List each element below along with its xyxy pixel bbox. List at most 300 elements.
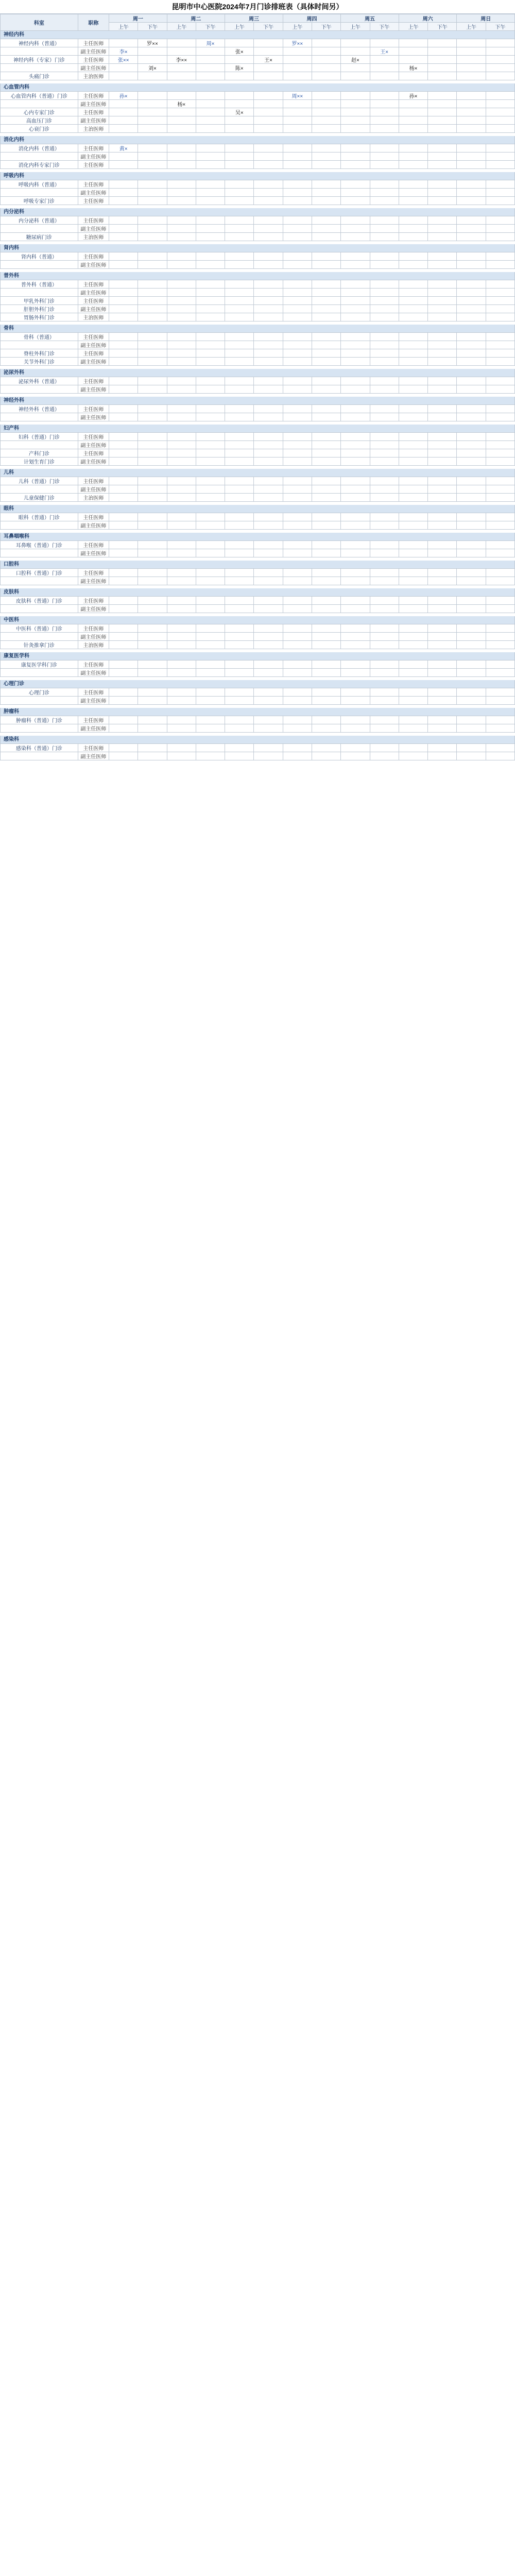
doctor-cell bbox=[225, 358, 254, 366]
doctor-level: 主任医师 bbox=[78, 449, 109, 457]
doctor-cell bbox=[341, 100, 370, 108]
doctor-cell bbox=[283, 125, 312, 133]
department-name: 泌尿外科 bbox=[4, 370, 24, 376]
doctor-cell bbox=[370, 189, 399, 197]
department-header bbox=[0, 397, 515, 404]
doctor-cell bbox=[370, 252, 399, 261]
header-clinic: 科室 bbox=[1, 14, 78, 31]
doctor-cell bbox=[138, 549, 167, 557]
doctor-cell bbox=[283, 297, 312, 305]
doctor-cell bbox=[457, 197, 486, 205]
doctor-cell bbox=[312, 313, 341, 321]
doctor-cell bbox=[196, 56, 225, 64]
doctor-cell bbox=[486, 180, 514, 189]
department-table bbox=[0, 743, 515, 760]
doctor-level: 主任医师 bbox=[78, 477, 109, 485]
doctor-level: 主任医师 bbox=[78, 624, 109, 633]
doctor-cell bbox=[341, 433, 370, 441]
doctor-cell bbox=[399, 152, 427, 161]
doctor-cell bbox=[312, 641, 341, 649]
clinic-name: 感染科（普通）门诊 bbox=[1, 744, 78, 752]
doctor-cell bbox=[341, 633, 370, 641]
doctor-cell bbox=[138, 633, 167, 641]
doctor-cell bbox=[109, 441, 138, 449]
doctor-cell bbox=[138, 385, 167, 394]
doctor-cell bbox=[225, 180, 254, 189]
doctor-cell bbox=[370, 433, 399, 441]
doctor-cell bbox=[341, 313, 370, 321]
doctor-cell bbox=[428, 108, 457, 116]
clinic-name: 耳鼻喉（普通）门诊 bbox=[1, 541, 78, 549]
doctor-cell bbox=[428, 541, 457, 549]
doctor-cell bbox=[399, 47, 427, 56]
doctor-cell bbox=[341, 233, 370, 241]
doctor-cell bbox=[254, 577, 283, 585]
clinic-name bbox=[1, 225, 78, 233]
clinic-name bbox=[1, 577, 78, 585]
doctor-cell bbox=[486, 605, 514, 613]
doctor-level: 主任医师 bbox=[78, 349, 109, 358]
doctor-cell bbox=[138, 513, 167, 521]
table-row bbox=[1, 633, 515, 641]
table-row bbox=[1, 289, 515, 297]
department-header bbox=[0, 680, 515, 688]
doctor-cell bbox=[399, 225, 427, 233]
department-name: 神经外科 bbox=[4, 398, 24, 403]
clinic-name bbox=[1, 724, 78, 733]
doctor-cell bbox=[196, 433, 225, 441]
doctor-cell bbox=[138, 413, 167, 421]
doctor-cell bbox=[225, 669, 254, 677]
doctor-cell bbox=[138, 641, 167, 649]
doctor-cell bbox=[138, 724, 167, 733]
doctor-cell bbox=[428, 597, 457, 605]
doctor-cell bbox=[370, 261, 399, 269]
doctor-cell bbox=[370, 349, 399, 358]
doctor-cell bbox=[283, 305, 312, 313]
department-name: 普外科 bbox=[4, 273, 19, 279]
doctor-cell bbox=[312, 358, 341, 366]
doctor-cell bbox=[225, 633, 254, 641]
doctor-cell bbox=[138, 144, 167, 152]
doctor-cell bbox=[254, 624, 283, 633]
doctor-cell bbox=[399, 100, 427, 108]
doctor-cell bbox=[109, 297, 138, 305]
doctor-cell bbox=[196, 549, 225, 557]
doctor-cell bbox=[312, 724, 341, 733]
doctor-level: 主任医师 bbox=[78, 161, 109, 169]
doctor-cell bbox=[312, 116, 341, 125]
doctor-cell bbox=[428, 433, 457, 441]
doctor-level: 副主任医师 bbox=[78, 341, 109, 349]
doctor-cell bbox=[370, 333, 399, 341]
doctor-cell bbox=[109, 405, 138, 413]
doctor-cell bbox=[138, 669, 167, 677]
doctor-cell bbox=[428, 457, 457, 466]
doctor-cell bbox=[283, 405, 312, 413]
doctor-cell bbox=[457, 56, 486, 64]
doctor-cell bbox=[399, 744, 427, 752]
doctor-cell bbox=[225, 688, 254, 697]
doctor-cell bbox=[399, 405, 427, 413]
doctor-cell bbox=[109, 305, 138, 313]
doctor-cell bbox=[138, 377, 167, 385]
doctor-cell bbox=[109, 457, 138, 466]
doctor-cell bbox=[428, 100, 457, 108]
doctor-cell bbox=[225, 433, 254, 441]
doctor-cell bbox=[399, 605, 427, 613]
doctor-cell bbox=[167, 108, 196, 116]
doctor-cell: 李×× bbox=[167, 56, 196, 64]
doctor-cell bbox=[167, 64, 196, 72]
doctor-cell bbox=[283, 385, 312, 394]
doctor-cell bbox=[341, 716, 370, 724]
clinic-name: 头痛门诊 bbox=[1, 72, 78, 80]
doctor-cell bbox=[254, 72, 283, 80]
doctor-cell bbox=[196, 521, 225, 530]
doctor-cell bbox=[457, 633, 486, 641]
doctor-cell bbox=[341, 624, 370, 633]
doctor-cell bbox=[109, 633, 138, 641]
clinic-name: 肿瘤科（普通）门诊 bbox=[1, 716, 78, 724]
doctor-cell bbox=[312, 289, 341, 297]
doctor-level: 副主任医师 bbox=[78, 605, 109, 613]
doctor-cell bbox=[138, 744, 167, 752]
doctor-cell bbox=[428, 441, 457, 449]
doctor-cell bbox=[457, 441, 486, 449]
clinic-name bbox=[1, 289, 78, 297]
doctor-cell bbox=[109, 100, 138, 108]
doctor-cell bbox=[457, 433, 486, 441]
doctor-cell bbox=[399, 485, 427, 494]
doctor-cell bbox=[138, 624, 167, 633]
doctor-cell bbox=[283, 477, 312, 485]
department-table bbox=[0, 252, 515, 269]
doctor-cell bbox=[457, 485, 486, 494]
doctor-cell bbox=[254, 233, 283, 241]
doctor-cell bbox=[399, 697, 427, 705]
doctor-cell bbox=[457, 724, 486, 733]
doctor-cell bbox=[399, 189, 427, 197]
doctor-cell bbox=[196, 225, 225, 233]
doctor-cell bbox=[399, 144, 427, 152]
doctor-cell bbox=[457, 341, 486, 349]
doctor-cell bbox=[254, 313, 283, 321]
doctor-cell bbox=[341, 225, 370, 233]
doctor-cell bbox=[167, 716, 196, 724]
doctor-cell bbox=[109, 197, 138, 205]
clinic-name: 内分泌科（普通） bbox=[1, 216, 78, 225]
doctor-cell bbox=[196, 92, 225, 100]
clinic-name bbox=[1, 521, 78, 530]
doctor-cell bbox=[225, 333, 254, 341]
table-row bbox=[1, 716, 515, 724]
doctor-cell bbox=[196, 660, 225, 669]
header-half: 上午 bbox=[167, 23, 196, 31]
doctor-cell bbox=[196, 100, 225, 108]
doctor-cell bbox=[399, 341, 427, 349]
doctor-cell bbox=[196, 449, 225, 457]
doctor-level: 主任医师 bbox=[78, 433, 109, 441]
doctor-cell bbox=[196, 349, 225, 358]
doctor-cell bbox=[486, 549, 514, 557]
doctor-cell bbox=[486, 358, 514, 366]
doctor-cell bbox=[486, 189, 514, 197]
doctor-level: 副主任医师 bbox=[78, 64, 109, 72]
doctor-cell bbox=[370, 72, 399, 80]
doctor-cell bbox=[254, 280, 283, 289]
doctor-cell bbox=[399, 688, 427, 697]
doctor-cell bbox=[167, 333, 196, 341]
doctor-cell bbox=[109, 377, 138, 385]
clinic-name bbox=[1, 633, 78, 641]
doctor-cell bbox=[486, 577, 514, 585]
doctor-cell bbox=[254, 597, 283, 605]
doctor-cell bbox=[254, 252, 283, 261]
doctor-cell bbox=[428, 405, 457, 413]
clinic-name: 消化内科（普通） bbox=[1, 144, 78, 152]
doctor-cell bbox=[312, 261, 341, 269]
doctor-cell bbox=[254, 189, 283, 197]
doctor-cell bbox=[399, 752, 427, 760]
doctor-level: 副主任医师 bbox=[78, 385, 109, 394]
doctor-cell bbox=[341, 441, 370, 449]
doctor-cell bbox=[254, 549, 283, 557]
department-header bbox=[0, 31, 515, 39]
doctor-cell bbox=[486, 161, 514, 169]
doctor-cell bbox=[109, 605, 138, 613]
doctor-cell bbox=[283, 605, 312, 613]
doctor-cell bbox=[370, 577, 399, 585]
doctor-cell bbox=[370, 441, 399, 449]
department-table bbox=[0, 596, 515, 613]
doctor-cell bbox=[254, 433, 283, 441]
doctor-cell bbox=[428, 385, 457, 394]
doctor-level: 副主任医师 bbox=[78, 549, 109, 557]
doctor-cell bbox=[167, 697, 196, 705]
doctor-cell: 黄× bbox=[109, 144, 138, 152]
doctor-cell bbox=[312, 716, 341, 724]
doctor-cell bbox=[370, 605, 399, 613]
doctor-cell bbox=[196, 189, 225, 197]
doctor-cell bbox=[457, 233, 486, 241]
doctor-cell bbox=[428, 688, 457, 697]
doctor-cell bbox=[109, 744, 138, 752]
doctor-cell bbox=[399, 494, 427, 502]
doctor-cell bbox=[486, 433, 514, 441]
doctor-cell bbox=[457, 494, 486, 502]
doctor-level: 主任医师 bbox=[78, 569, 109, 577]
doctor-level: 主任医师 bbox=[78, 688, 109, 697]
doctor-cell bbox=[109, 233, 138, 241]
doctor-cell bbox=[225, 152, 254, 161]
doctor-cell bbox=[283, 485, 312, 494]
doctor-cell bbox=[254, 64, 283, 72]
doctor-cell bbox=[399, 289, 427, 297]
doctor-cell bbox=[167, 688, 196, 697]
doctor-cell bbox=[138, 72, 167, 80]
doctor-level: 主任医师 bbox=[78, 716, 109, 724]
department-name: 骨科 bbox=[4, 326, 14, 331]
doctor-cell bbox=[428, 92, 457, 100]
table-row bbox=[1, 233, 515, 241]
doctor-cell bbox=[486, 724, 514, 733]
department-name: 肿瘤科 bbox=[4, 709, 19, 715]
doctor-cell bbox=[428, 549, 457, 557]
clinic-name bbox=[1, 385, 78, 394]
doctor-cell bbox=[225, 716, 254, 724]
doctor-cell bbox=[167, 457, 196, 466]
clinic-name bbox=[1, 485, 78, 494]
doctor-cell bbox=[428, 605, 457, 613]
doctor-cell bbox=[428, 333, 457, 341]
department-header bbox=[0, 325, 515, 332]
doctor-cell: 吴× bbox=[225, 108, 254, 116]
clinic-name: 甲乳外科门诊 bbox=[1, 297, 78, 305]
doctor-cell bbox=[138, 477, 167, 485]
doctor-cell bbox=[457, 64, 486, 72]
doctor-cell bbox=[138, 441, 167, 449]
doctor-level: 副主任医师 bbox=[78, 752, 109, 760]
doctor-cell bbox=[167, 358, 196, 366]
table-row bbox=[1, 441, 515, 449]
doctor-cell bbox=[196, 64, 225, 72]
doctor-cell bbox=[486, 477, 514, 485]
doctor-cell: 罗×× bbox=[283, 39, 312, 47]
doctor-cell bbox=[486, 716, 514, 724]
doctor-cell bbox=[428, 125, 457, 133]
doctor-cell bbox=[341, 457, 370, 466]
doctor-cell bbox=[254, 605, 283, 613]
doctor-cell bbox=[399, 433, 427, 441]
doctor-cell bbox=[486, 116, 514, 125]
header-half: 上午 bbox=[225, 23, 254, 31]
doctor-cell bbox=[312, 413, 341, 421]
doctor-cell bbox=[167, 549, 196, 557]
doctor-cell bbox=[312, 64, 341, 72]
doctor-cell bbox=[341, 405, 370, 413]
doctor-cell bbox=[196, 688, 225, 697]
department-name: 肾内科 bbox=[4, 245, 19, 251]
doctor-cell bbox=[167, 641, 196, 649]
doctor-cell bbox=[399, 197, 427, 205]
doctor-cell bbox=[225, 449, 254, 457]
doctor-cell bbox=[399, 233, 427, 241]
doctor-cell bbox=[138, 660, 167, 669]
doctor-cell bbox=[254, 494, 283, 502]
doctor-cell bbox=[254, 152, 283, 161]
doctor-cell bbox=[428, 744, 457, 752]
doctor-cell bbox=[457, 144, 486, 152]
doctor-cell bbox=[109, 385, 138, 394]
doctor-cell bbox=[225, 477, 254, 485]
doctor-cell bbox=[283, 216, 312, 225]
doctor-cell bbox=[399, 349, 427, 358]
doctor-cell bbox=[370, 100, 399, 108]
doctor-cell bbox=[225, 697, 254, 705]
doctor-cell bbox=[225, 752, 254, 760]
table-row bbox=[1, 549, 515, 557]
doctor-cell bbox=[486, 441, 514, 449]
doctor-cell bbox=[138, 280, 167, 289]
doctor-cell bbox=[341, 39, 370, 47]
doctor-cell bbox=[225, 441, 254, 449]
clinic-name: 神经内科（专家）门诊 bbox=[1, 56, 78, 64]
doctor-cell bbox=[457, 349, 486, 358]
doctor-cell bbox=[428, 641, 457, 649]
doctor-cell bbox=[167, 724, 196, 733]
department-header bbox=[0, 172, 515, 180]
doctor-cell bbox=[457, 549, 486, 557]
department-header bbox=[0, 561, 515, 568]
doctor-cell bbox=[370, 477, 399, 485]
doctor-cell bbox=[341, 152, 370, 161]
doctor-cell bbox=[138, 333, 167, 341]
doctor-cell bbox=[254, 641, 283, 649]
doctor-level: 副主任医师 bbox=[78, 100, 109, 108]
doctor-cell bbox=[254, 225, 283, 233]
doctor-cell bbox=[370, 225, 399, 233]
doctor-cell bbox=[312, 180, 341, 189]
doctor-cell: 陈× bbox=[225, 64, 254, 72]
doctor-cell bbox=[399, 333, 427, 341]
doctor-cell bbox=[196, 441, 225, 449]
doctor-cell bbox=[370, 297, 399, 305]
header-day: 周二 bbox=[167, 14, 225, 23]
doctor-cell bbox=[312, 252, 341, 261]
doctor-cell bbox=[225, 624, 254, 633]
doctor-cell bbox=[370, 413, 399, 421]
doctor-cell bbox=[370, 513, 399, 521]
doctor-cell bbox=[254, 39, 283, 47]
doctor-cell bbox=[283, 377, 312, 385]
doctor-cell bbox=[138, 108, 167, 116]
doctor-cell bbox=[196, 541, 225, 549]
doctor-cell bbox=[399, 216, 427, 225]
header-half: 下午 bbox=[370, 23, 399, 31]
department-header bbox=[0, 272, 515, 280]
doctor-level: 主任医师 bbox=[78, 405, 109, 413]
doctor-cell bbox=[283, 252, 312, 261]
doctor-level: 副主任医师 bbox=[78, 521, 109, 530]
doctor-cell bbox=[486, 660, 514, 669]
clinic-name: 胃肠外科门诊 bbox=[1, 313, 78, 321]
doctor-cell bbox=[370, 197, 399, 205]
doctor-level: 副主任医师 bbox=[78, 225, 109, 233]
clinic-name: 儿科（普通）门诊 bbox=[1, 477, 78, 485]
doctor-cell bbox=[399, 669, 427, 677]
doctor-cell bbox=[341, 161, 370, 169]
doctor-cell: 王× bbox=[370, 47, 399, 56]
doctor-cell bbox=[312, 405, 341, 413]
department-table bbox=[0, 660, 515, 677]
doctor-cell bbox=[312, 688, 341, 697]
table-row bbox=[1, 752, 515, 760]
doctor-cell bbox=[138, 305, 167, 313]
table-row bbox=[1, 64, 515, 72]
doctor-cell bbox=[196, 161, 225, 169]
doctor-cell bbox=[428, 305, 457, 313]
doctor-cell bbox=[167, 405, 196, 413]
doctor-cell bbox=[370, 669, 399, 677]
doctor-cell bbox=[167, 744, 196, 752]
doctor-cell bbox=[167, 477, 196, 485]
doctor-cell bbox=[167, 216, 196, 225]
doctor-cell bbox=[428, 349, 457, 358]
clinic-name bbox=[1, 413, 78, 421]
doctor-cell bbox=[341, 280, 370, 289]
doctor-cell bbox=[370, 633, 399, 641]
